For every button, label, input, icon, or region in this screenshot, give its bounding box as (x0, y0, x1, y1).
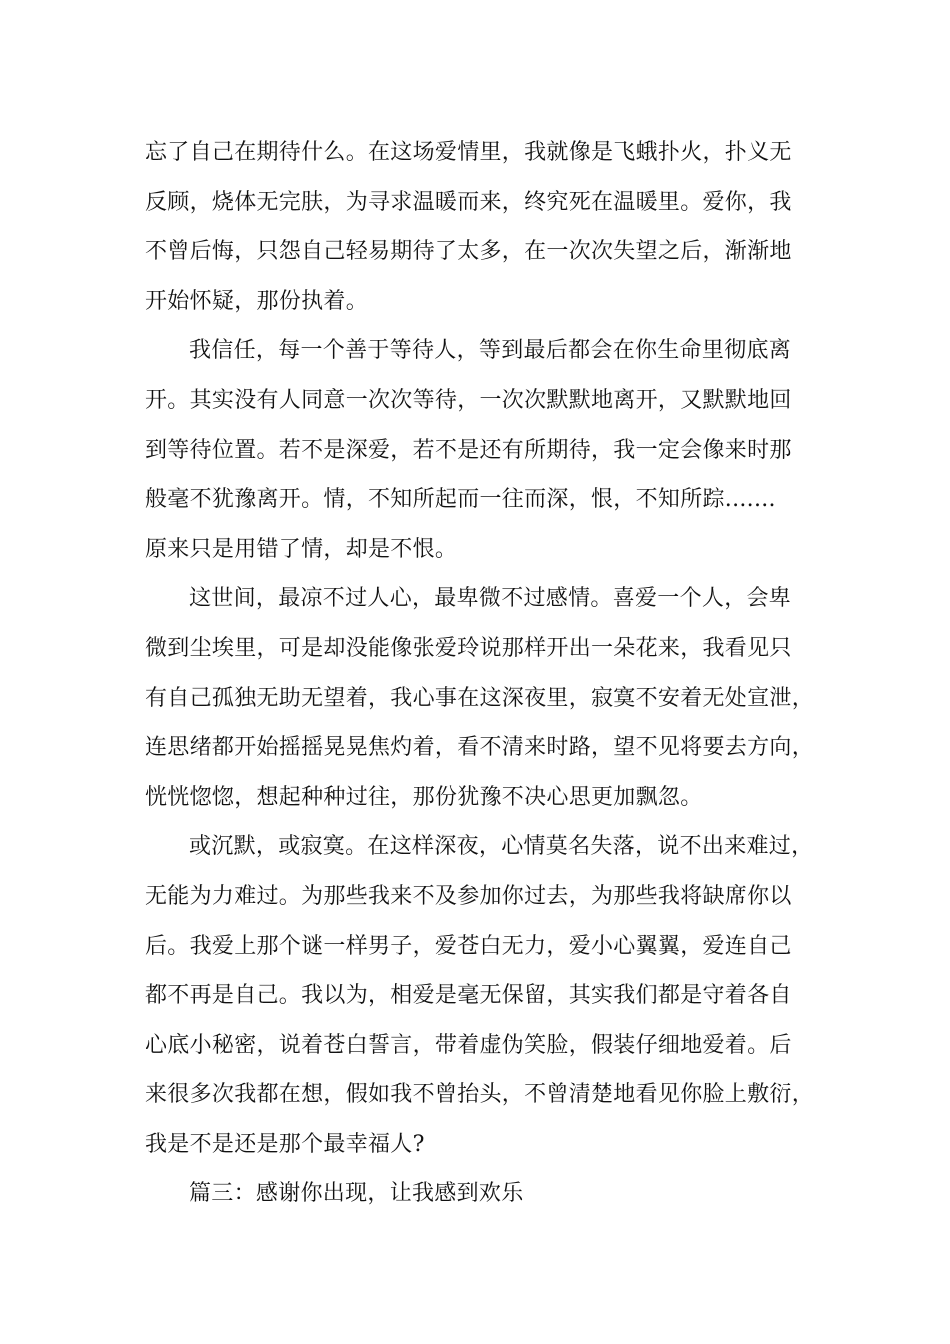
body-text (145, 128, 815, 1219)
paragraph-4 (145, 822, 815, 1169)
text-line: 反顾，烧体无完肤，为寻求温暖而来，终究死在温暖里。爱你，我 (145, 189, 792, 215)
text-line: 般毫不犹豫离开。情，不知所起而一往而深，恨，不知所踪....... (145, 487, 776, 513)
text-line: 来很多次我都在想，假如我不曾抬头，不曾清楚地看见你脸上敷衍， (145, 1082, 815, 1108)
text-line: 有自己孤独无助无望着，我心事在这深夜里，寂寞不安着无处宣泄， (145, 685, 815, 711)
text-line: 这世间，最凉不过人心，最卑微不过感情。喜爱一个人，会卑 (189, 586, 792, 612)
text-line: 开。其实没有人同意一次次等待，一次次默默地离开，又默默地回 (145, 387, 792, 413)
text-line: 不曾后悔，只怨自己轻易期待了太多，在一次次失望之后，渐渐地 (145, 239, 792, 265)
paragraph-2 (145, 326, 810, 574)
text-line: 恍恍惚惚，想起种种过往，那份犹豫不决心思更加飘忽。 (145, 784, 703, 810)
text-line: 后。我爱上那个谜一样男子，爱苍白无力，爱小心翼翼，爱连自己 (145, 933, 792, 959)
text-line: 原来只是用错了情，却是不恨。 (145, 536, 458, 562)
text-line: 连思绪都开始摇摇晃晃焦灼着，看不清来时路，望不见将要去方向， (145, 735, 815, 761)
text-line: 心底小秘密，说着苍白誓言，带着虚伪笑脸，假装仔细地爱着。后 (145, 1032, 792, 1058)
text-line: 或沉默，或寂寞。在这样深夜，心情莫名失落，说不出来难过， (189, 834, 814, 860)
section-heading (145, 1169, 810, 1219)
text-line: 无能为力难过。为那些我来不及参加你过去，为那些我将缺席你以 (145, 883, 792, 909)
text-line: 到等待位置。若不是深爱，若不是还有所期待，我一定会像来时那 (145, 437, 792, 463)
section-title: 篇三：感谢你出现，让我感到欢乐 (189, 1181, 524, 1207)
text-line: 我信任，每一个善于等待人，等到最后都会在你生命里彻底离 (189, 338, 792, 364)
text-line: 微到尘埃里，可是却没能像张爱玲说那样开出一朵花来，我看见只 (145, 635, 792, 661)
text-line: 忘了自己在期待什么。在这场爱情里，我就像是飞蛾扑火，扑义无 (145, 140, 792, 165)
text-line: 都不再是自己。我以为，相爱是毫无保留，其实我们都是守着各自 (145, 983, 792, 1009)
text-line: 开始怀疑，那份执着。 (145, 288, 369, 314)
text-line: 我是不是还是那个最幸福人? (145, 1131, 425, 1157)
paragraph-1 (145, 128, 810, 326)
paragraph-3 (145, 574, 815, 822)
